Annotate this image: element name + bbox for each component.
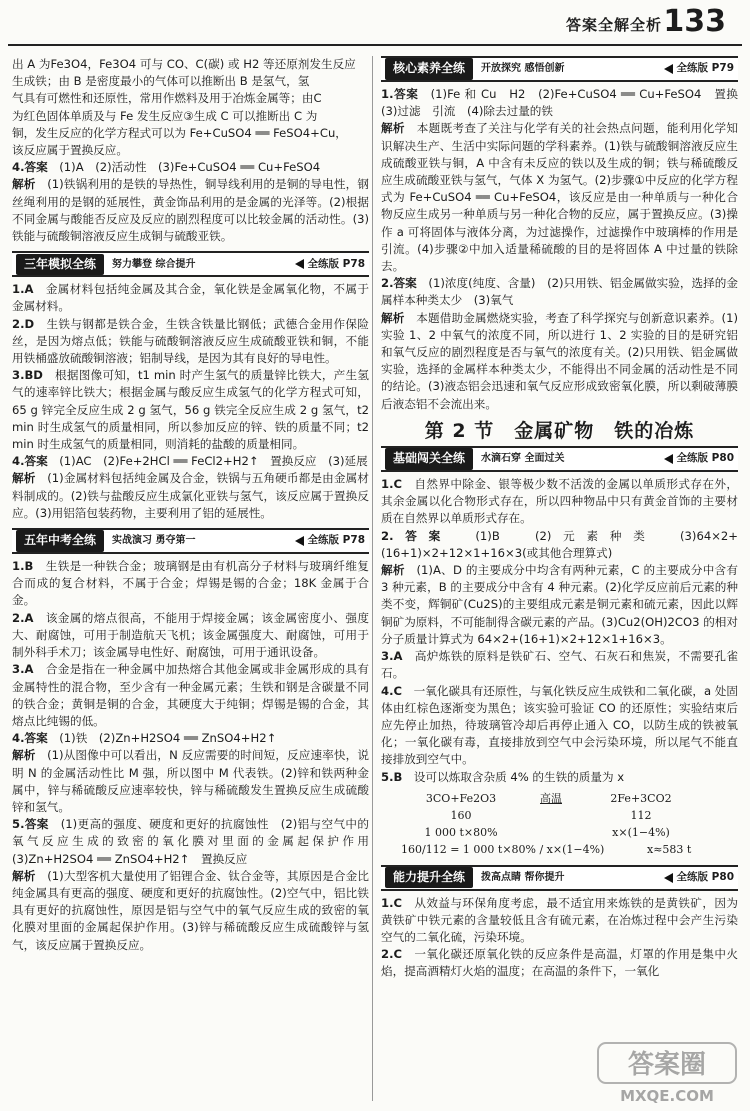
pointer-arrow-icon (664, 454, 673, 464)
value-row (401, 824, 738, 841)
answer-label: 5.答案 (12, 817, 49, 832)
item-text: 生铁是一种铁合金；玻璃钢是由有机高分子材料与玻璃纤维复合而成的复合材料，不属于合金；焊锡是锡的合金；18K 金属于合金。 (12, 559, 369, 608)
calc-result: x≈583 t (647, 843, 692, 857)
section-bar-core (381, 56, 738, 82)
item-text: 该金属的熔点很高，不能用于焊接金属；该金属密度小、强度大、耐腐蚀，可用于制造航天飞机；该金属强度大、耐腐蚀，可用于制外科手术刀；该金属导电性好、耐腐蚀，可用于通讯设备。 (12, 610, 369, 660)
item-text: 从效益与环保角度考虑，最不适宜用来炼铁的是黄铁矿，因为黄铁矿中铁元素的含量较低且含有硫元素，在冶炼过程中会产生污染空气的二氧化硫，污染环境。 (381, 895, 738, 944)
answer-item (12, 316, 369, 368)
equation-lhs: 3CO+Fe2O3 (425, 791, 497, 805)
item-number: 1.C (381, 895, 402, 910)
answer-item (12, 816, 381, 868)
answer-item (381, 275, 738, 309)
section-slogan: 拨高点睛 帮你提升 (481, 871, 565, 883)
section-slogan: 水滴石穿 全面过关 (481, 453, 565, 465)
answer-item (381, 648, 738, 682)
answer-item (381, 946, 738, 980)
answer-label: 4.答案 (12, 454, 48, 469)
value-left: 1 000 t×80% (424, 826, 498, 840)
answer-item (12, 367, 369, 453)
section-ref-text: 全练版 P80 (676, 870, 734, 883)
item-number: 3.A (12, 662, 34, 677)
intro-line: 为红色固体单质及与 Fe 发生反应③生成 C 可以推断出 C 为 (12, 108, 318, 123)
answer-label: 2.答案 (381, 276, 417, 291)
analysis-text: (1)金属材料包括纯金属及合金，铁锅与五角硬币都是由金属材料制成的。(2)铁与盐酸反应生成氯化亚铁与氢气，该反应属于置换反应。(3)用铝箔包装药物，主要利用了铝的延展性。 (12, 471, 369, 520)
section-ref-text: 全练版 P80 (676, 452, 734, 465)
page-number: 133 (663, 4, 726, 39)
section-ref-text: 全练版 P78 (307, 257, 365, 270)
watermark-line1: 答案圈 (627, 1050, 707, 1080)
item-number: 4.C (381, 683, 402, 698)
column-divider (372, 56, 373, 1101)
section-bar-ability (381, 865, 738, 891)
header-rule (8, 44, 742, 46)
chapter-title: 第 2 节 金属矿物 铁的冶炼 (424, 419, 695, 442)
item-number: 5.B (381, 769, 403, 784)
item-number: 1.A (12, 282, 34, 297)
intro-line: 出 A 为Fe3O4，Fe3O4 可与 CO、C(碳) 或 H2 等还原剂发生反应 (12, 57, 356, 71)
analysis-label: 解析 (12, 177, 36, 192)
answer-text: (1)AC (2)Fe+2HCl ══ FeCl2+H2↑ 置换反应 (3)延展 (59, 454, 368, 469)
answer-item (12, 281, 369, 315)
molar-mass-right: 112 (630, 808, 652, 822)
section-bar-five-year (12, 528, 369, 554)
item-text: 自然界中除金、银等极少数不活泼的金属以单质形式存在外，其余金属以化合物形式存在，所以四种物品中只有黄金首饰的主要材质在自然界以单质形式存在。 (381, 477, 738, 526)
analysis-label: 解析 (12, 748, 36, 763)
answer-item (381, 895, 738, 947)
item-number: 2.A (12, 610, 34, 625)
header-title: 答案全解全析 (565, 16, 662, 34)
section-tag: 核心素养全练 (385, 58, 473, 79)
analysis-text: 本题借助金属燃烧实验，考查了科学探究与创新意识素养。(1)实验 1、2 中氧气的浓度不同，所以进行 1、2 实验的目的是研究铝和氧气反应的剧烈程度是否与氧气的浓度有关。(2)只用铁、铝金属做实验，选择的金属样本种类太少，不能得出不同金属的活动性是不同的结论。(3)液态铝会迅速和氧气反应形成致密氧化膜，所以剩破薄膜后液态铝不会流出来。 (381, 310, 738, 411)
section-slogan: 实战演习 勇夺第一 (112, 535, 196, 547)
answer-text: (1)B (2)元素种类 (3)64×2+(16+1)×2+12×1+16×3(或其他合理算式) (381, 528, 738, 560)
analysis-item (381, 310, 738, 413)
analysis-text: (1)从图像中可以看出，N 反应需要的时间短，反应速率快，说明 N 的金属活动性比 M 强，所以图中 M 代表铁。(2)锌和铁两种金属中，锌与稀硫酸反应速率较快，锌与稀硫酸发生置换反应生成硫酸锌和氢气。 (12, 748, 369, 814)
analysis-text: 本题既考查了关注与化学有关的社会热点问题，能利用化学知识解决生产、生活中实际问题的学科素养。(1)铁与硫酸铜溶液反应生成硫酸亚铁与铜，A 中含有未反应的铁以及生成的铜；铁与稀硫酸反应生成硫酸亚铁与氢气，气体 X 为氢气。(2)步骤①中反应的化学方程式为 Fe+CuSO4 ══ Cu+FeSO4，该反应是由一种单质与一种化合物反应生成另一种单质与另一种化合物的反应，属于置换反应。(3)操作 a 可将固体与液体分离，为过滤操作，过滤操作中玻璃棒的作用是引流。(4)步骤②中加入适量稀硫酸的目的是将固体 A 中过量的铁除去。 (381, 121, 738, 274)
item-text: 根据图像可知，t1 min 时产生氢气的质量锌比铁大，产生氢气的速率锌比铁大；根据金属与酸反应生成氢气的化学方程式可知，65 g 锌完全反应生成 2 g 氢气，56 g 铁完全反应生成 2 g 氢气，t2 min 时生成氢气的质量相同，所以参加反应的锌、铁的质量不同；t2 min 时生成氢气的质量相同，则消耗的盐酸的质量相同。 (12, 368, 369, 452)
item-number: 1.B (12, 559, 34, 574)
item-text: 一氧化碳还原氧化铁的反应条件是高温，灯罩的作用是集中火焰，提高酒精灯火焰的温度；在高温的条件下，一氧化 (381, 947, 738, 979)
section-ref (295, 256, 365, 273)
intro-line: 气具有可燃性和还原性，常用作燃料及用于冶炼金属等；由C (12, 91, 322, 106)
item-text: 生铁与钢都是铁合金，生铁含铁量比钢低；武德合金用作保险丝，是因为熔点低；铁能与硫酸铜溶液反应生成硫酸亚铁和铜，不能用铁桶盛放硫酸铜溶液；铝制导线，是因为其有良好的导电性。 (12, 316, 369, 366)
equation-row (401, 790, 738, 807)
section-bar-three-year (12, 251, 369, 277)
ratio-expression: 160/112 = 1 000 t×80% / x×(1−4%) (401, 843, 605, 857)
analysis-label: 解析 (381, 310, 405, 325)
item-text: 合金是指在一种金属中加热熔合其他金属或非金属形成的具有金属特性的混合物，至少含有一种金属元素；生铁和钢是含碳量不同的铁合金；黄铜是铜的合金，其硬度大于纯铜；焊锡是锡的合金，其熔点比纯锡的低。 (12, 662, 369, 728)
page-header (0, 0, 750, 52)
section-ref (664, 60, 734, 77)
analysis-item (12, 176, 369, 245)
answer-item (381, 769, 738, 786)
item-number: 1.C (381, 477, 402, 492)
section-ref (664, 869, 734, 886)
section-ref (295, 532, 365, 549)
item-number: 2.D (12, 316, 35, 331)
molar-mass-left: 160 (450, 808, 472, 822)
ratio-row (401, 841, 738, 858)
section-ref-text: 全练版 P79 (676, 62, 734, 75)
section-ref-text: 全练版 P78 (307, 534, 365, 547)
analysis-label: 解析 (381, 563, 405, 578)
item-text: 设可以炼取含杂质 4% 的生铁的质量为 x (413, 769, 625, 784)
section-slogan: 开放探究 感悟创新 (481, 63, 565, 75)
item-text: 一氧化碳具有还原性，与氧化铁反应生成铁和二氧化碳，a 处固体由红棕色逐渐变为黑色；该实验可验证 CO 的还原性；实验结束后应先停止加热，待玻璃管冷却后再停止通入 CO，以防生成的铁被氧化；一氧化碳有毒，直接排放到空气中会污染环境，所以尾气不能直接排放到空气中。 (381, 683, 738, 767)
pointer-arrow-icon (295, 259, 304, 269)
answer-text: (1)铁 (2)Zn+H2SO4 ══ ZnSO4+H2↑ (59, 731, 277, 746)
answer-item (12, 610, 369, 662)
section-ref (664, 450, 734, 467)
answer-label: 4.答案 (12, 160, 48, 175)
pointer-arrow-icon (295, 536, 304, 546)
equation-condition: 高温 (540, 791, 562, 805)
answer-item (381, 86, 750, 120)
answer-text: (1)A (2)活动性 (3)Fe+CuSO4 ══ Cu+FeSO4 (59, 160, 321, 175)
value-right: x×(1−4%) (612, 826, 670, 840)
watermark-logo (592, 1039, 742, 1107)
item-number: 2.C (381, 947, 402, 962)
answer-label: 1.答案 (381, 87, 419, 101)
answer-item (12, 730, 369, 747)
item-text: 高炉炼铁的原料是铁矿石、空气、石灰石和焦炭，不需要孔雀石。 (381, 649, 738, 681)
intro-line: 生成铁；由 B 是密度最小的气体可以推断出 B 是氢气，氢 (12, 74, 310, 89)
equation-rhs: 2Fe+3CO2 (610, 791, 672, 805)
answer-item (12, 453, 369, 470)
intro-line: 该反应属于置换反应。 (12, 143, 128, 158)
answer-item (381, 476, 738, 528)
answer-item (12, 159, 369, 176)
section-tag: 五年中考全练 (16, 530, 104, 551)
item-text: 金属材料包括纯金属及其合金，氧化铁是金属氧化物，不属于金属材料。 (12, 282, 369, 314)
answer-label: 2.答案 (381, 528, 453, 543)
calculation-block (401, 790, 738, 859)
analysis-text: (1)铁锅利用的是铁的导热性，铜导线利用的是铜的导电性，钢丝绳利用的是钢的延展性，黄金饰品利用的是金属的光泽等。(2)根据不同金属与酸能否反应及反应的剧烈程度可以比较金属的活动性。(3)铁能与硫酸铜溶液反应生成铜与硫酸亚铁。 (12, 177, 369, 244)
section-bar-basic (381, 446, 738, 472)
analysis-item (12, 470, 369, 522)
answer-item (381, 528, 738, 562)
analysis-label: 解析 (12, 868, 36, 883)
item-number: 3.A (381, 649, 403, 664)
section-tag: 三年模拟全练 (16, 254, 104, 275)
pointer-arrow-icon (664, 873, 673, 883)
analysis-item (381, 120, 738, 275)
section-slogan: 努力攀登 综合提升 (112, 258, 196, 270)
item-number: 3.BD (12, 368, 43, 383)
answer-item (12, 661, 369, 730)
section-tag: 能力提升全练 (385, 867, 473, 888)
section-tag: 基础闯关全练 (385, 448, 473, 469)
answer-text: (1)Fe 和 Cu H2 (2)Fe+CuSO4 ══ Cu+FeSO4 置换 (3)过滤 引流 (4)除去过量的铁 (381, 87, 750, 119)
analysis-text: (1)大型客机大量使用了铝锂合金、钛合金等，其原因是合金比纯金属具有更高的强度、硬度和更好的抗腐蚀性。(2)空气中，铝比铁具有更好的抗腐蚀性，原因是铝与空气中的氧气反应生成的致密的氧化膜对里面的金属起保护作用。(3)锌与稀硫酸反应生成硫酸锌与氢气，该反应属于置换反应。 (12, 868, 369, 952)
left-column (12, 56, 381, 954)
pointer-arrow-icon (664, 64, 673, 74)
watermark-line2: MXQE.COM (620, 1087, 714, 1105)
answer-item (12, 558, 369, 610)
spacer (521, 824, 581, 841)
analysis-item (12, 868, 369, 954)
spacer (521, 807, 581, 824)
answer-label: 4.答案 (12, 731, 48, 746)
answer-text: (1)浓度(纯度、含量) (2)只用铁、铝金属做实验，选择的金属样本种类太少 (3)氧气 (381, 276, 738, 308)
answer-text: (1)更高的强度、硬度和更好的抗腐蚀性 (2)铝与空气中的氧气反应生成的致密的氧化膜对里面的金属起保护作用 (3)Zn+H2SO4 ══ ZnSO4+H2↑ 置换反应 (12, 817, 381, 866)
analysis-item (381, 562, 738, 648)
answer-item (381, 683, 738, 769)
analysis-label: 解析 (12, 471, 36, 486)
right-column (381, 56, 750, 981)
intro-line: 铜，发生反应的化学方程式可以为 Fe+CuSO4 ══ FeSO4+Cu， (12, 125, 347, 140)
mass-row (401, 807, 738, 824)
analysis-item (12, 747, 369, 816)
analysis-text: (1)A、D 的主要成分中均含有两种元素，C 的主要成分中含有 3 种元素，B 的主要成分中含有 4 种元素。(2)化学反应前后元素的种类不变，辉铜矿(Cu2S)的主要组成元素是铜元素和硫元素，因此以辉铜矿为原料，不可能制得含碳元素的产品。(3)Cu2(OH)2CO3 的相对分子质量计算式为 64×2+(16+1)×2+12×1+16×3。 (381, 563, 738, 646)
analysis-label: 解析 (381, 121, 405, 136)
